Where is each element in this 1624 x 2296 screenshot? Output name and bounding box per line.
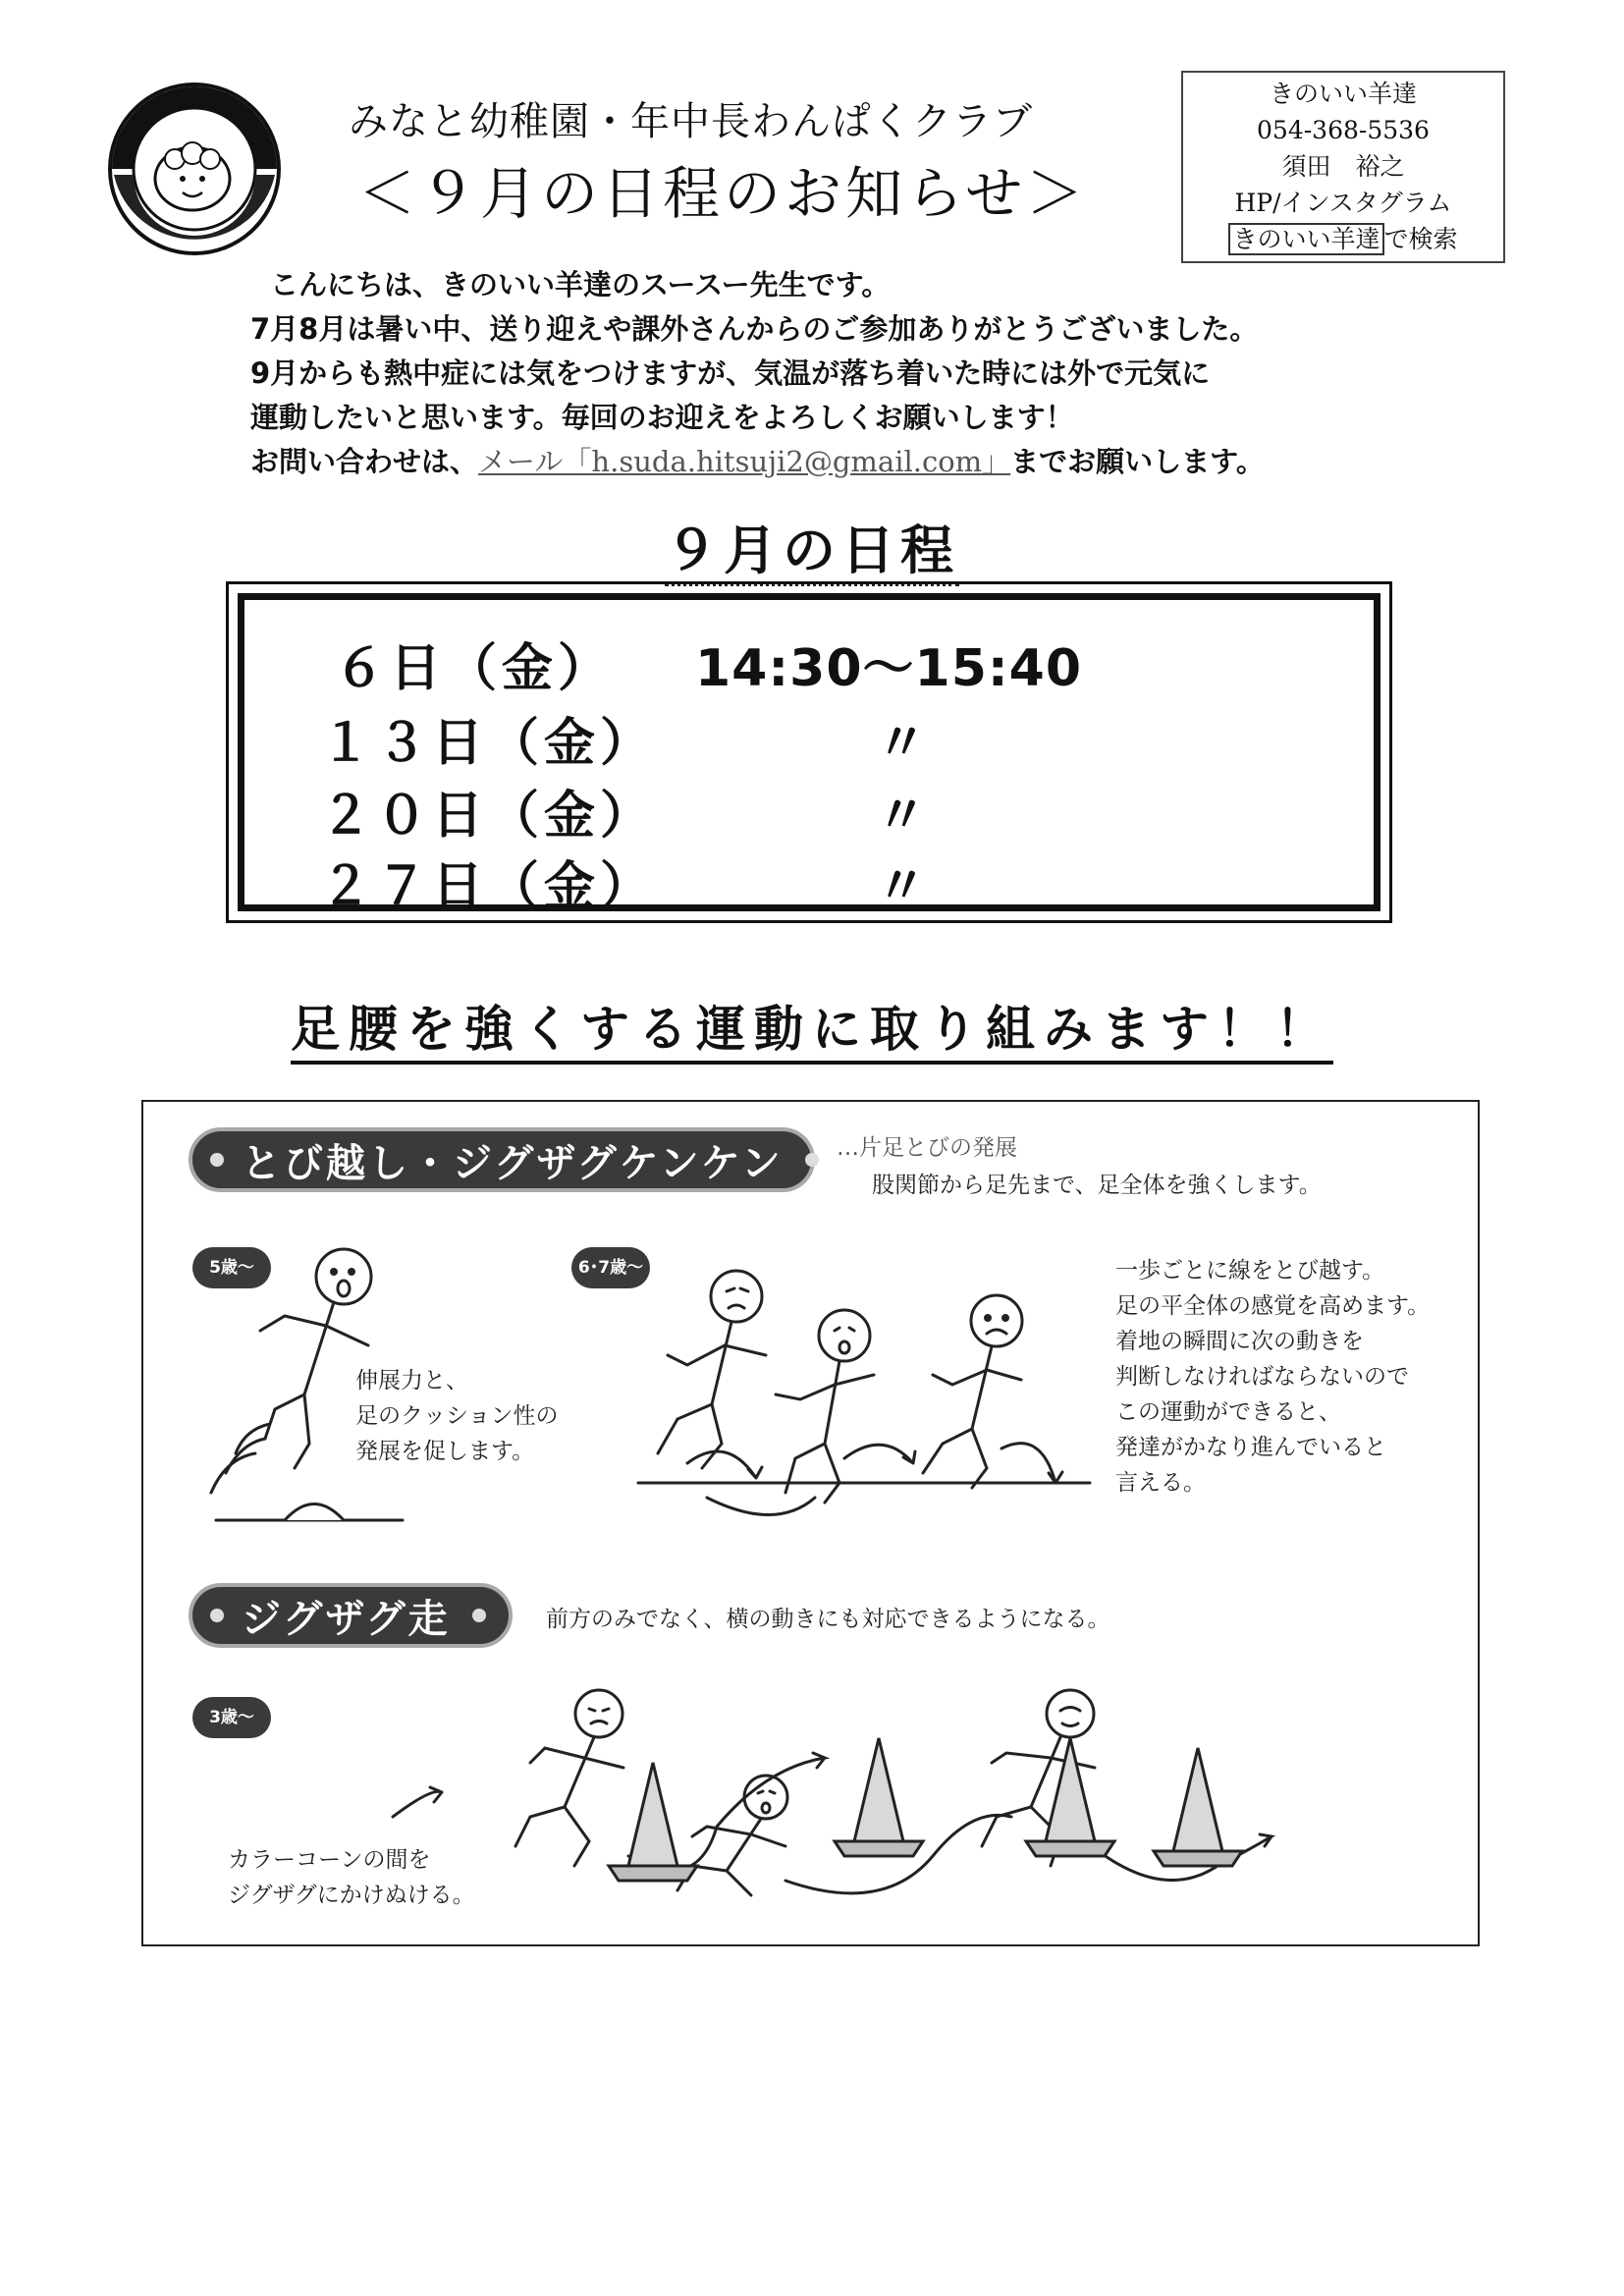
club-subtitle: みなと幼稚園・年中長わんぱくクラブ: [349, 99, 1033, 144]
caption-line: ジグザグにかけぬける。: [228, 1883, 475, 1908]
sheep-logo-icon: [106, 81, 283, 257]
bullet-icon: [210, 1609, 224, 1622]
intro-line-2: 7月8月は暑い中、送り迎えや課外さんからのご参加ありがとうございました。: [250, 312, 1259, 346]
intro-line-5: [250, 440, 1265, 484]
page-title: ＜９月の日程のお知らせ＞: [358, 160, 1088, 227]
schedule-time-1: 14:30～15:40: [695, 639, 1083, 698]
age-badge-5: 5歳～: [192, 1247, 271, 1288]
age-badge-3: 3歳～: [192, 1697, 271, 1738]
schedule-title-text: ９月の日程: [665, 519, 959, 586]
schedule-date-3: ２０日（金）: [320, 787, 657, 846]
intro-contact-suffix: までお願いします。: [1010, 445, 1265, 478]
contact-box: [1181, 71, 1505, 263]
caption-line: 着地の瞬間に次の動きを: [1115, 1329, 1364, 1354]
zigzag-run-illustration: [373, 1669, 1355, 1925]
intro-line-1: こんにちは、きのいい羊達のスースー先生です。: [270, 268, 891, 301]
intro-line-4: 運動したいと思います。毎回のお迎えをよろしくお願いします！: [250, 401, 1074, 434]
schedule-title: [0, 509, 1624, 584]
jump-caption-b: [1115, 1253, 1430, 1501]
schedule-time-4: 〃: [876, 857, 929, 916]
contact-search-line: [1183, 221, 1503, 257]
club-logo: [106, 81, 283, 257]
contact-web-label: HP/インスタグラム: [1234, 189, 1452, 217]
bullet-icon: [472, 1609, 486, 1622]
caption-line: 一歩ごとに線をとび越す。: [1115, 1258, 1385, 1284]
child-jumping-illustration: [196, 1237, 422, 1532]
children-hopping-illustration: [628, 1247, 1119, 1542]
jump-zigzag-hop-label: [189, 1127, 815, 1192]
zigzag-label-text: ジグザグ走: [242, 1596, 451, 1642]
schedule-date-1: ６日（金）: [334, 639, 615, 698]
zigzag-description: 前方のみでなく、横の動きにも対応できるようになる。: [546, 1607, 1110, 1632]
exercise-heading: [0, 990, 1624, 1061]
exercise-heading-text: 足腰を強くする運動に取り組みます！！: [291, 1001, 1333, 1065]
search-keyword: きのいい羊達: [1228, 223, 1383, 255]
caption-line: 判断しなければならないので: [1115, 1364, 1409, 1390]
search-suffix: で検索: [1383, 225, 1458, 253]
bullet-icon: [210, 1153, 224, 1167]
schedule-date-2: １３日（金）: [320, 714, 657, 773]
jump-description: 股関節から足先まで、足全体を強くします。: [872, 1173, 1322, 1198]
caption-line: この運動ができると、: [1115, 1399, 1341, 1425]
email-link[interactable]: メール「h.suda.hitsuji2@gmail.com」: [478, 445, 1011, 478]
contact-phone[interactable]: 054-368-5536: [1257, 116, 1430, 144]
intro-line-3: 9月からも熱中症には気をつけますが、気温が落ち着いた時には外で元気に: [250, 356, 1211, 390]
schedule-date-4: ２７日（金）: [320, 857, 657, 916]
jump-label-text: とび越し・ジグザグケンケン: [242, 1140, 784, 1186]
intro-text: [250, 263, 1265, 484]
caption-line: 発達がかなり進んでいると: [1115, 1435, 1386, 1460]
age-badge-6-7: 6･7歳～: [571, 1247, 650, 1288]
caption-line: 言える。: [1115, 1470, 1206, 1496]
caption-line: 足のクッション性の: [355, 1403, 559, 1429]
zigzag-run-label: [189, 1583, 513, 1648]
caption-line: 足の平全体の感覚を高めます。: [1115, 1293, 1431, 1319]
jump-subnote: …片足とびの発展: [837, 1135, 1017, 1161]
schedule-time-3: 〃: [876, 787, 929, 846]
schedule-time-2: 〃: [876, 714, 929, 773]
bullet-icon: [805, 1153, 819, 1167]
caption-line: 伸展力と、: [355, 1368, 468, 1394]
caption-line: 発展を促します。: [355, 1439, 535, 1464]
contact-name: 須田 裕之: [1281, 152, 1405, 181]
caption-line: カラーコーンの間を: [228, 1847, 431, 1873]
contact-org: きのいい羊達: [1269, 80, 1417, 108]
intro-contact-prefix: お問い合わせは、: [250, 445, 479, 478]
